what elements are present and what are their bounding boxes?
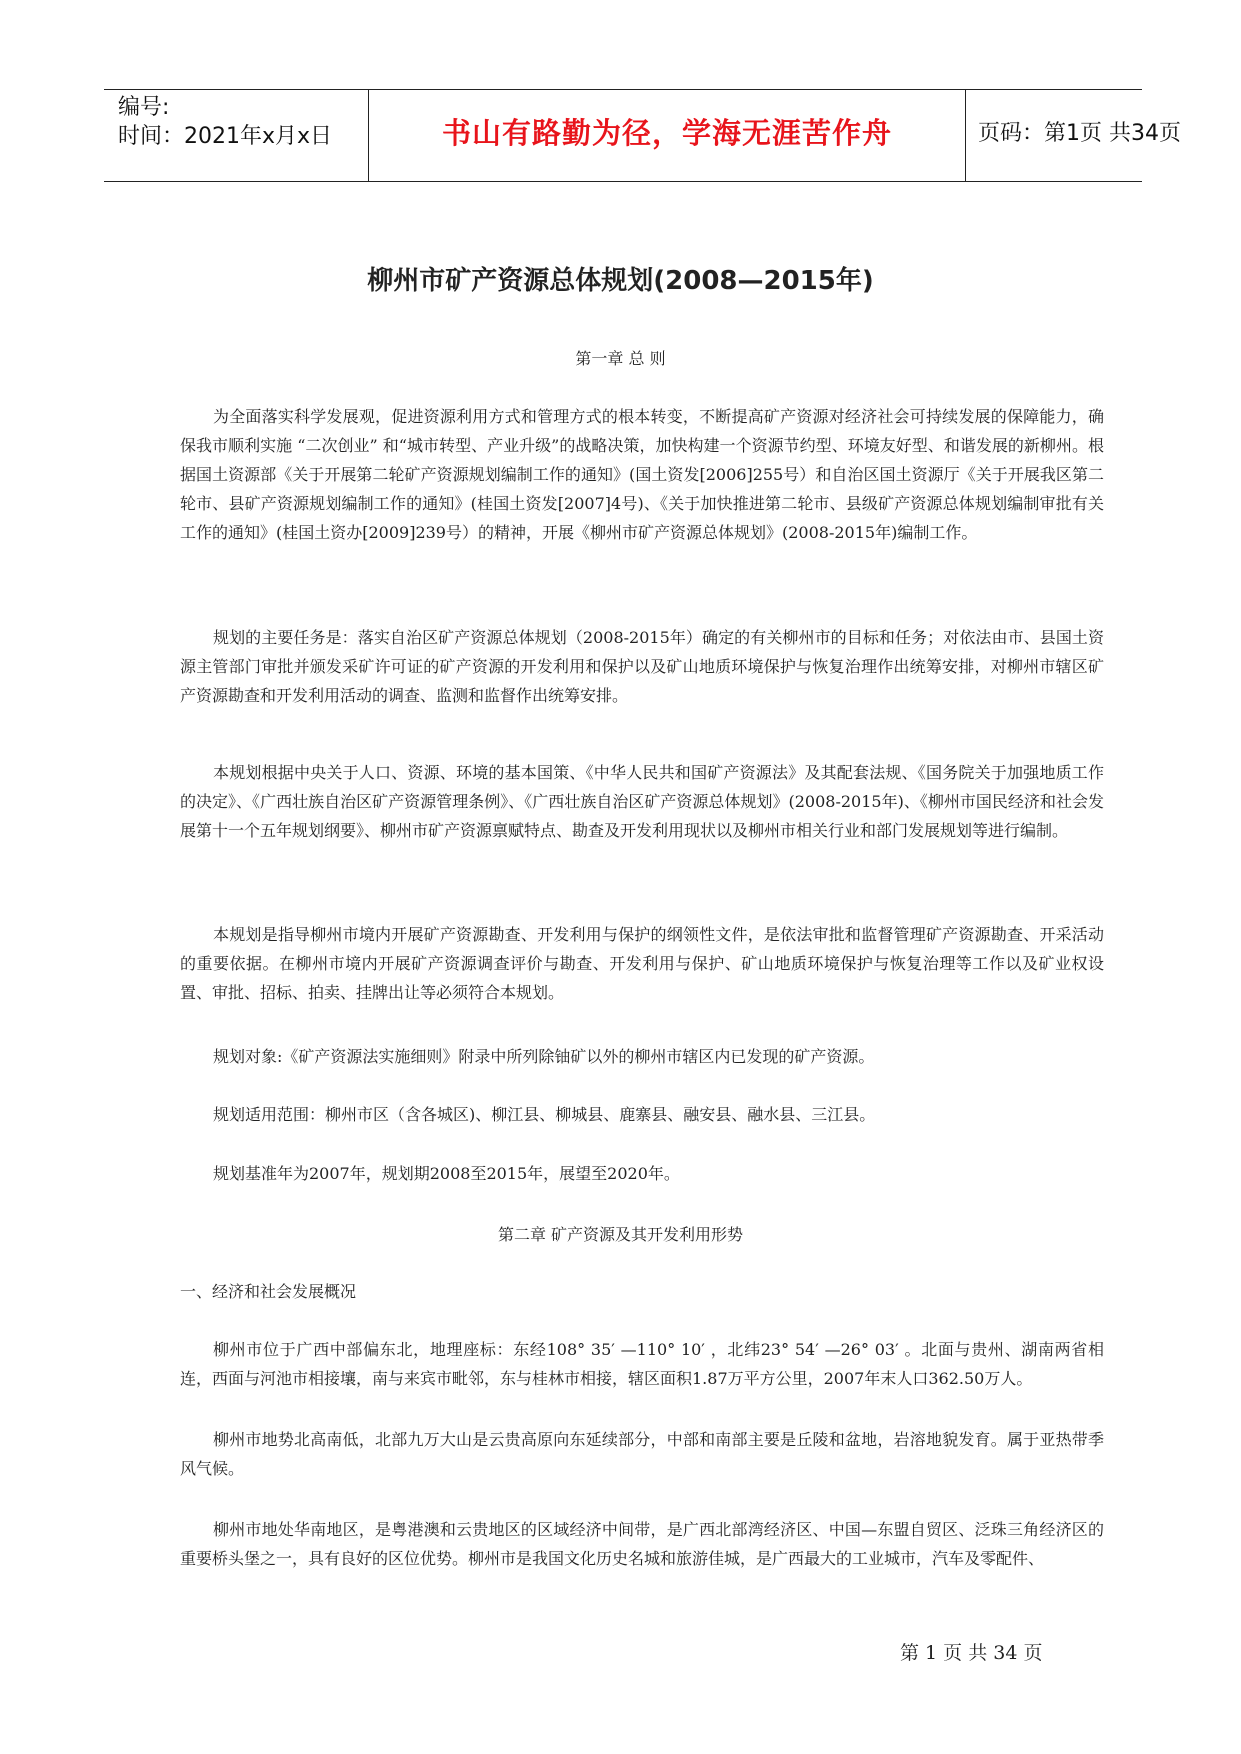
chapter-1-heading: 第一章 总 则 [575, 349, 666, 368]
header-page-info: 页码：第1页 共34页 [978, 121, 1181, 146]
document-header [104, 89, 1181, 182]
number-label: 编号: [118, 95, 170, 120]
chapter-2-heading: 第二章 矿产资源及其开发利用形势 [497, 1225, 744, 1244]
paragraph: 柳州市地势北高南低，北部九万大山是云贵高原向东延续部分，中部和南部主要是丘陵和盆地，岩溶地貌发育。属于亚热带季风气候。 [180, 1430, 1104, 1478]
header-motto: 书山有路勤为径，学海无涯苦作舟 [369, 90, 966, 181]
paragraph: 柳州市地处华南地区，是粤港澳和云贵地区的区域经济中间带，是广西北部湾经济区、中国—东盟自贸区、泛珠三角经济区的重要桥头堡之一，具有良好的区位优势。柳州市是我国文化历史名城和旅游佳城，是广西最大的工业城市，汽车及零配件、 [180, 1520, 1104, 1568]
header-meta-cell [104, 90, 369, 181]
paragraph: 本规划是指导柳州市境内开展矿产资源勘查、开发利用与保护的纲领性文件，是依法审批和监督管理矿产资源勘查、开采活动的重要依据。在柳州市境内开展矿产资源调查评价与勘查、开发利用与保护、矿山地质环境保护与恢复治理等工作以及矿业权设置、审批、招标、拍卖、挂牌出让等必须符合本规划。 [180, 925, 1104, 1002]
paragraph: 规划基准年为2007年，规划期2008至2015年，展望至2020年。 [213, 1164, 680, 1183]
paragraph: 规划对象:《矿产资源法实施细则》附录中所列除铀矿以外的柳州市辖区内已发现的矿产资源。 [213, 1047, 875, 1066]
time-label: 时间：2021年x月x日 [118, 124, 333, 149]
page-footer: 第 1 页 共 34 页 [900, 1642, 1043, 1664]
paragraph: 柳州市位于广西中部偏东北，地理座标：东经108° 35′ —110° 10′ ，北纬23° 54′ —26° 03′ 。北面与贵州、湖南两省相连，西面与河池市相接壤，南与来宾市毗邻，东与桂林市相接，辖区面积1.87万平方公里，2007年末人口362.50万人。 [180, 1340, 1104, 1388]
paragraph: 为全面落实科学发展观，促进资源利用方式和管理方式的根本转变，不断提高矿产资源对经济社会可持续发展的保障能力，确保我市顺利实施 “二次创业” 和“城市转型、产业升级”的战略决策，加快构建一个资源节约型、环境友好型、和谐发展的新柳州。根据国土资源部《关于开展第二轮矿产资源规划编制工作的通知》(国土资发[2006]255号）和自治区国土资源厅《关于开展我区第二轮市、县矿产资源规划编制工作的通知》(桂国土资发[2007]4号)、《关于加快推进第二轮市、县级矿产资源总体规划编制审批有关工作的通知》(桂国土资办[2009]239号）的精神，开展《柳州市矿产资源总体规划》(2008-2015年)编制工作。 [180, 407, 1104, 542]
section-heading: 一、经济和社会发展概况 [180, 1282, 357, 1301]
paragraph: 本规划根据中央关于人口、资源、环境的基本国策、《中华人民共和国矿产资源法》及其配套法规、《国务院关于加强地质工作的决定》、《广西壮族自治区矿产资源管理条例》、《广西壮族自治区矿产资源总体规划》(2008-2015年)、《柳州市国民经济和社会发展第十一个五年规划纲要》、柳州市矿产资源禀赋特点、勘查及开发利用现状以及柳州市相关行业和部门发展规划等进行编制。 [180, 763, 1104, 840]
document-title: 柳州市矿产资源总体规划(2008—2015年) [367, 266, 874, 296]
paragraph: 规划的主要任务是：落实自治区矿产资源总体规划（2008-2015年）确定的有关柳州市的目标和任务；对依法由市、县国土资源主管部门审批并颁发采矿许可证的矿产资源的开发利用和保护以及矿山地质环境保护与恢复治理作出统筹安排，对柳州市辖区矿产资源勘查和开发利用活动的调查、监测和监督作出统筹安排。 [180, 628, 1104, 705]
paragraph: 规划适用范围：柳州市区（含各城区)、柳江县、柳城县、鹿寨县、融安县、融水县、三江县。 [213, 1105, 876, 1124]
